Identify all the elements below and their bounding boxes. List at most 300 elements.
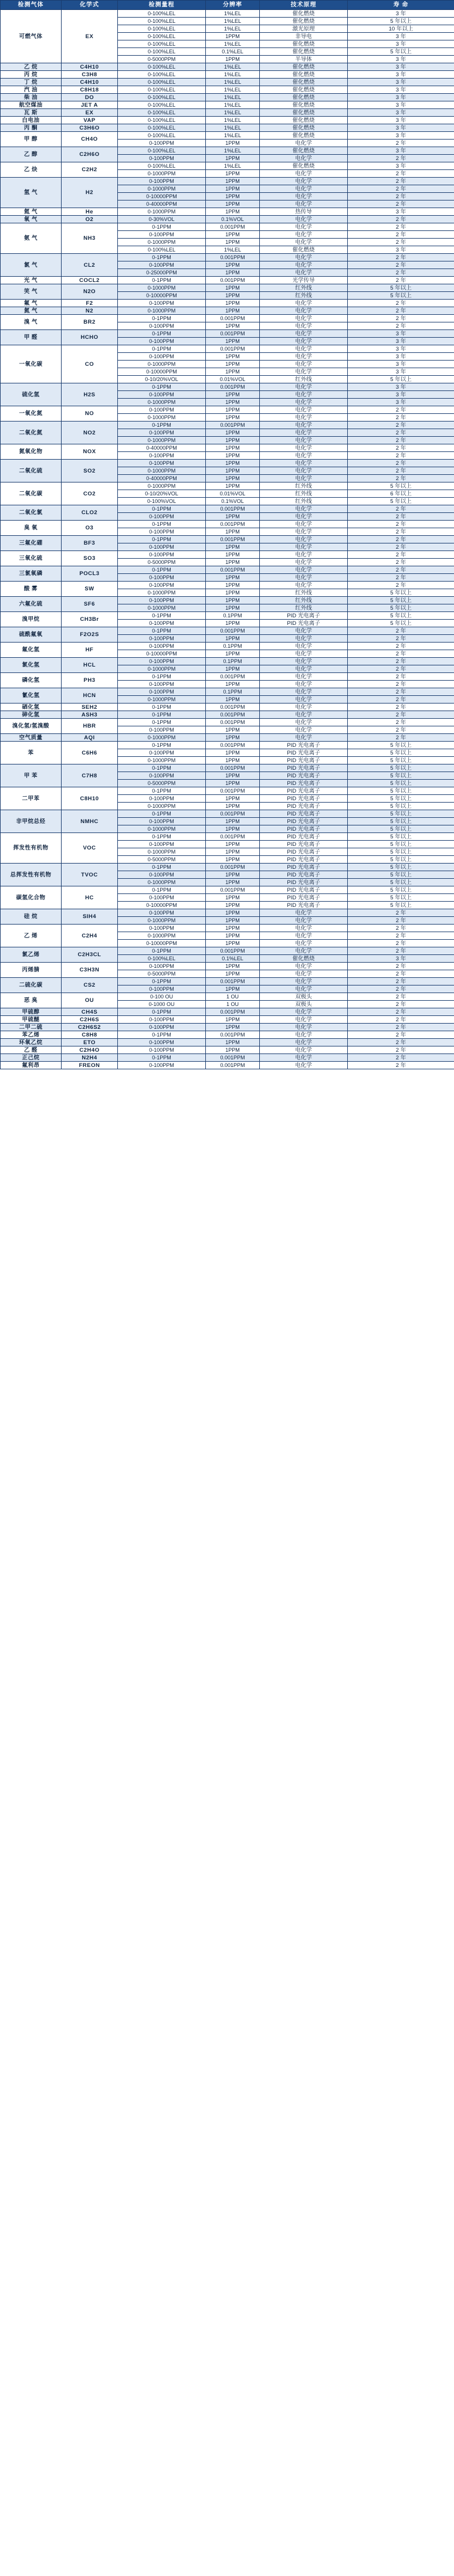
gas-name-cell: 二甲二硫	[1, 1024, 62, 1031]
gas-formula-cell: DO	[62, 94, 118, 101]
detection-range-cell: 0-100PPM	[118, 406, 206, 414]
lifetime-cell: 5 年以上	[348, 757, 454, 764]
table-row	[1, 94, 454, 101]
gas-formula-cell: C8H8	[62, 1031, 118, 1039]
technology-cell: 电化学	[260, 673, 348, 681]
table-row	[1, 734, 454, 742]
lifetime-cell: 5 年以上	[348, 597, 454, 604]
lifetime-cell: 2 年	[348, 254, 454, 261]
table-row	[1, 101, 454, 109]
technology-cell: PID 光电离子	[260, 864, 348, 871]
resolution-cell: 1PPM	[206, 932, 260, 940]
table-row	[1, 764, 454, 772]
gas-formula-cell: SO2	[62, 460, 118, 482]
resolution-cell: 0.1PPM	[206, 688, 260, 696]
detection-range-cell: 0-10000PPM	[118, 940, 206, 947]
lifetime-cell: 3 年	[348, 353, 454, 361]
technology-cell: 电化学	[260, 239, 348, 246]
technology-cell: 电化学	[260, 582, 348, 589]
table-row	[1, 460, 454, 467]
detection-range-cell: 0-100PPM	[118, 429, 206, 437]
lifetime-cell: 3 年	[348, 383, 454, 391]
lifetime-cell: 2 年	[348, 223, 454, 231]
resolution-cell: 1PPM	[206, 155, 260, 162]
gas-formula-cell: ETO	[62, 1039, 118, 1046]
detection-range-cell: 0-100PPM	[118, 391, 206, 399]
lifetime-cell: 5 年以上	[348, 803, 454, 810]
gas-formula-cell: AQI	[62, 734, 118, 742]
lifetime-cell: 5 年以上	[348, 498, 454, 505]
table-row	[1, 833, 454, 841]
detection-range-cell: 0-1PPM	[118, 742, 206, 749]
gas-name-cell: 瓦 斯	[1, 109, 62, 117]
technology-cell: PID 光电离子	[260, 879, 348, 886]
resolution-cell: 1PPM	[206, 361, 260, 368]
detection-range-cell: 0-1PPM	[118, 711, 206, 719]
lifetime-cell: 2 年	[348, 559, 454, 566]
table-row	[1, 627, 454, 635]
lifetime-cell: 5 年以上	[348, 482, 454, 490]
gas-name-cell: 航空煤油	[1, 101, 62, 109]
resolution-cell: 0.001PPM	[206, 711, 260, 719]
table-row	[1, 719, 454, 726]
technology-cell: 催化燃烧	[260, 94, 348, 101]
lifetime-cell: 3 年	[348, 399, 454, 406]
resolution-cell: 1PPM	[206, 970, 260, 978]
detection-range-cell: 0-100PPM	[118, 925, 206, 932]
lifetime-cell: 2 年	[348, 231, 454, 239]
resolution-cell: 1PPM	[206, 841, 260, 848]
technology-cell: 电化学	[260, 505, 348, 513]
lifetime-cell: 2 年	[348, 643, 454, 650]
lifetime-cell: 2 年	[348, 1039, 454, 1046]
gas-formula-cell: POCL3	[62, 566, 118, 582]
detection-range-cell: 0-1PPM	[118, 330, 206, 338]
resolution-cell: 1PPM	[206, 818, 260, 825]
gas-name-cell: 碳氢化合物	[1, 886, 62, 909]
resolution-cell: 1PPM	[206, 307, 260, 315]
resolution-cell: 1PPM	[206, 475, 260, 482]
detection-range-cell: 0-1000PPM	[118, 734, 206, 742]
gas-name-cell: 甲 醇	[1, 132, 62, 147]
gas-formula-cell: BR2	[62, 315, 118, 330]
detection-range-cell: 0-1000PPM	[118, 604, 206, 612]
resolution-cell: 1PPM	[206, 681, 260, 688]
detection-range-cell: 0-1PPM	[118, 810, 206, 818]
technology-cell: 电化学	[260, 368, 348, 376]
resolution-cell: 0.001PPM	[206, 704, 260, 711]
resolution-cell: 0.001PPM	[206, 673, 260, 681]
gas-name-cell: 氮 气	[1, 307, 62, 315]
technology-cell: 催化燃烧	[260, 63, 348, 71]
gas-formula-cell: O2	[62, 216, 118, 223]
table-row	[1, 1031, 454, 1039]
technology-cell: PID 光电离子	[260, 764, 348, 772]
technology-cell: 电化学	[260, 970, 348, 978]
technology-cell: 电化学	[260, 1039, 348, 1046]
technology-cell: 电化学	[260, 406, 348, 414]
technology-cell: 电化学	[260, 170, 348, 178]
gas-formula-cell: CH4O	[62, 132, 118, 147]
gas-name-cell: 二甲苯	[1, 787, 62, 810]
technology-cell: 催化燃烧	[260, 132, 348, 140]
gas-name-cell: 二氧化硫	[1, 460, 62, 482]
lifetime-cell: 5 年以上	[348, 856, 454, 864]
lifetime-cell: 3 年	[348, 33, 454, 40]
detection-range-cell: 0-1000PPM	[118, 803, 206, 810]
detection-range-cell: 0-100PPM	[118, 909, 206, 917]
table-row	[1, 925, 454, 932]
table-row	[1, 963, 454, 970]
resolution-cell: 1PPM	[206, 856, 260, 864]
table-row	[1, 1039, 454, 1046]
technology-cell: 半导体	[260, 56, 348, 63]
gas-formula-cell: VAP	[62, 117, 118, 124]
table-row	[1, 330, 454, 338]
lifetime-cell: 2 年	[348, 673, 454, 681]
technology-cell: 电化学	[260, 185, 348, 193]
table-row	[1, 284, 454, 292]
detection-range-cell: 0-1PPM	[118, 223, 206, 231]
detection-range-cell: 0-100PPM	[118, 353, 206, 361]
resolution-cell: 1%LEL	[206, 63, 260, 71]
lifetime-cell: 5 年以上	[348, 48, 454, 56]
technology-cell: PID 光电离子	[260, 620, 348, 627]
lifetime-cell: 3 年	[348, 109, 454, 117]
gas-name-cell: 笑 气	[1, 284, 62, 300]
resolution-cell: 1PPM	[206, 1024, 260, 1031]
resolution-cell: 1%LEL	[206, 40, 260, 48]
detection-range-cell: 0-1000PPM	[118, 825, 206, 833]
gas-formula-cell: C8H18	[62, 86, 118, 94]
technology-cell: 电化学	[260, 216, 348, 223]
lifetime-cell: 2 年	[348, 635, 454, 643]
table-row	[1, 993, 454, 1001]
resolution-cell: 0.001PPM	[206, 505, 260, 513]
resolution-cell: 0.001PPM	[206, 536, 260, 543]
gas-name-cell: 氟 气	[1, 300, 62, 307]
detection-range-cell: 0-1000PPM	[118, 848, 206, 856]
detection-range-cell: 0-1PPM	[118, 1031, 206, 1039]
gas-name-cell: 硫酰氟氧	[1, 627, 62, 643]
lifetime-cell: 2 年	[348, 940, 454, 947]
table-row	[1, 864, 454, 871]
table-row	[1, 109, 454, 117]
technology-cell: 电化学	[260, 307, 348, 315]
gas-formula-cell: NOX	[62, 444, 118, 460]
detection-range-cell: 0-1000PPM	[118, 437, 206, 444]
gas-name-cell: 丁 烷	[1, 79, 62, 86]
lifetime-cell: 2 年	[348, 170, 454, 178]
lifetime-cell: 2 年	[348, 460, 454, 467]
technology-cell: 电化学	[260, 635, 348, 643]
gas-name-cell: 磷化氢	[1, 673, 62, 688]
lifetime-cell: 3 年	[348, 56, 454, 63]
lifetime-cell: 3 年	[348, 330, 454, 338]
lifetime-cell: 2 年	[348, 505, 454, 513]
detection-range-cell: 0-100%LEL	[118, 132, 206, 140]
detection-range-cell: 0-100PPM	[118, 155, 206, 162]
lifetime-cell: 2 年	[348, 711, 454, 719]
resolution-cell: 0.001PPM	[206, 566, 260, 574]
technology-cell: 电化学	[260, 513, 348, 521]
detection-range-cell: 0-100PPM	[118, 795, 206, 803]
lifetime-cell: 2 年	[348, 970, 454, 978]
detection-range-cell: 0-100PPM	[118, 543, 206, 551]
detection-range-cell: 0-1PPM	[118, 719, 206, 726]
gas-name-cell: 六氟化硫	[1, 597, 62, 612]
technology-cell: 电化学	[260, 269, 348, 277]
table-row	[1, 300, 454, 307]
lifetime-cell: 2 年	[348, 528, 454, 536]
technology-cell: 催化燃烧	[260, 79, 348, 86]
technology-cell: 电化学	[260, 330, 348, 338]
resolution-cell: 1%LEL	[206, 246, 260, 254]
resolution-cell: 1PPM	[206, 917, 260, 925]
resolution-cell: 1PPM	[206, 391, 260, 399]
technology-cell: 催化燃烧	[260, 109, 348, 117]
lifetime-cell: 2 年	[348, 429, 454, 437]
table-row	[1, 711, 454, 719]
technology-cell: PID 光电离子	[260, 749, 348, 757]
gas-formula-cell: CH4S	[62, 1008, 118, 1016]
resolution-cell: 1PPM	[206, 582, 260, 589]
technology-cell: PID 光电离子	[260, 787, 348, 795]
technology-cell: 电化学	[260, 223, 348, 231]
gas-formula-cell: NH3	[62, 223, 118, 254]
detection-range-cell: 0-5000PPM	[118, 856, 206, 864]
gas-formula-cell: SO3	[62, 551, 118, 566]
table-row	[1, 505, 454, 513]
technology-cell: PID 光电离子	[260, 612, 348, 620]
resolution-cell: 0.001PPM	[206, 277, 260, 284]
resolution-cell: 1PPM	[206, 772, 260, 780]
gas-name-cell: 氦 气	[1, 208, 62, 216]
resolution-cell: 1PPM	[206, 902, 260, 909]
table-row	[1, 673, 454, 681]
gas-formula-cell: FREON	[62, 1062, 118, 1069]
lifetime-cell: 2 年	[348, 185, 454, 193]
detection-range-cell: 0-1000 OU	[118, 1001, 206, 1008]
resolution-cell: 1PPM	[206, 604, 260, 612]
gas-formula-cell: CO	[62, 345, 118, 383]
detection-range-cell: 0-1000PPM	[118, 932, 206, 940]
lifetime-cell: 2 年	[348, 315, 454, 322]
detection-range-cell: 0-1000PPM	[118, 482, 206, 490]
lifetime-cell: 3 年	[348, 94, 454, 101]
technology-cell: 非导电	[260, 33, 348, 40]
resolution-cell: 1PPM	[206, 551, 260, 559]
technology-cell: 热传导	[260, 208, 348, 216]
resolution-cell: 1 OU	[206, 993, 260, 1001]
technology-cell: 电化学	[260, 140, 348, 147]
table-row	[1, 162, 454, 170]
gas-formula-cell: ASH3	[62, 711, 118, 719]
gas-name-cell: 汽 油	[1, 86, 62, 94]
resolution-cell: 1PPM	[206, 429, 260, 437]
detection-range-cell: 0-1PPM	[118, 627, 206, 635]
lifetime-cell: 2 年	[348, 239, 454, 246]
lifetime-cell: 5 年以上	[348, 764, 454, 772]
lifetime-cell: 3 年	[348, 208, 454, 216]
detection-range-cell: 0-100%LEL	[118, 162, 206, 170]
technology-cell: 电化学	[260, 1054, 348, 1062]
gas-name-cell: 溴化氢/氢溴酸	[1, 719, 62, 734]
technology-cell: 电化学	[260, 566, 348, 574]
resolution-cell: 1PPM	[206, 871, 260, 879]
detection-range-cell: 0-1PPM	[118, 566, 206, 574]
table-row	[1, 383, 454, 391]
lifetime-cell: 5 年以上	[348, 879, 454, 886]
gas-formula-cell: HCL	[62, 658, 118, 673]
technology-cell: 双极头	[260, 1001, 348, 1008]
resolution-cell: 1PPM	[206, 193, 260, 200]
header-range: 检测量程	[118, 1, 206, 10]
lifetime-cell: 2 年	[348, 300, 454, 307]
resolution-cell: 0.1PPM	[206, 643, 260, 650]
detection-range-cell: 0-1PPM	[118, 536, 206, 543]
lifetime-cell: 2 年	[348, 216, 454, 223]
resolution-cell: 0.001PPM	[206, 833, 260, 841]
technology-cell: PID 光电离子	[260, 803, 348, 810]
detection-range-cell: 0-40000PPM	[118, 444, 206, 452]
resolution-cell: 1PPM	[206, 635, 260, 643]
detection-range-cell: 0-100PPM	[118, 597, 206, 604]
technology-cell: PID 光电离子	[260, 833, 348, 841]
technology-cell: 电化学	[260, 1024, 348, 1031]
gas-name-cell: 氟利昂	[1, 1062, 62, 1069]
gas-formula-cell: CL2	[62, 254, 118, 277]
technology-cell: 电化学	[260, 193, 348, 200]
detection-range-cell: 0-1PPM	[118, 612, 206, 620]
detection-range-cell: 0-100%LEL	[118, 109, 206, 117]
detection-range-cell: 0-100%LEL	[118, 955, 206, 963]
table-row	[1, 10, 454, 18]
lifetime-cell: 3 年	[348, 391, 454, 399]
technology-cell: 电化学	[260, 1031, 348, 1039]
gas-formula-cell: SF6	[62, 597, 118, 612]
gas-formula-cell: HF	[62, 643, 118, 658]
gas-name-cell: 乙 醇	[1, 147, 62, 162]
detection-range-cell: 0-100PPM	[118, 261, 206, 269]
gas-name-cell: 三氟化硼	[1, 536, 62, 551]
lifetime-cell: 5 年以上	[348, 894, 454, 902]
technology-cell: 电化学	[260, 536, 348, 543]
technology-cell: 电化学	[260, 658, 348, 665]
resolution-cell: 1PPM	[206, 406, 260, 414]
detection-range-cell: 0-1000PPM	[118, 589, 206, 597]
resolution-cell: 1PPM	[206, 399, 260, 406]
gas-formula-cell: C3H6O	[62, 124, 118, 132]
detection-range-cell: 0-40000PPM	[118, 200, 206, 208]
resolution-cell: 0.001PPM	[206, 521, 260, 528]
detection-range-cell: 0-100%LEL	[118, 124, 206, 132]
gas-formula-cell: C8H10	[62, 787, 118, 810]
gas-name-cell: 乙 烯	[1, 925, 62, 947]
lifetime-cell: 5 年以上	[348, 818, 454, 825]
technology-cell: 电化学	[260, 422, 348, 429]
lifetime-cell: 2 年	[348, 414, 454, 422]
technology-cell: 催化燃烧	[260, 147, 348, 155]
detection-range-cell: 0-10000PPM	[118, 902, 206, 909]
table-row	[1, 132, 454, 140]
gas-formula-cell: VOC	[62, 833, 118, 864]
lifetime-cell: 2 年	[348, 422, 454, 429]
lifetime-cell: 2 年	[348, 985, 454, 993]
resolution-cell: 1PPM	[206, 894, 260, 902]
gas-formula-cell: O3	[62, 521, 118, 536]
lifetime-cell: 2 年	[348, 993, 454, 1001]
detection-range-cell: 0-10000PPM	[118, 368, 206, 376]
detection-range-cell: 0-100PPM	[118, 178, 206, 185]
resolution-cell: 1PPM	[206, 795, 260, 803]
detection-range-cell: 0-1PPM	[118, 978, 206, 985]
detection-range-cell: 0-100PPM	[118, 871, 206, 879]
detection-range-cell: 0-1000PPM	[118, 696, 206, 704]
technology-cell: 电化学	[260, 528, 348, 536]
gas-formula-cell: C2H3CL	[62, 947, 118, 963]
table-row	[1, 147, 454, 155]
technology-cell: 电化学	[260, 399, 348, 406]
gas-formula-cell: HC	[62, 886, 118, 909]
technology-cell: PID 光电离子	[260, 894, 348, 902]
technology-cell: 电化学	[260, 627, 348, 635]
lifetime-cell: 3 年	[348, 40, 454, 48]
detection-range-cell: 0-100 OU	[118, 993, 206, 1001]
gas-formula-cell: HBR	[62, 719, 118, 734]
gas-name-cell: 三氯氧磷	[1, 566, 62, 582]
detection-range-cell: 0-1000PPM	[118, 239, 206, 246]
technology-cell: PID 光电离子	[260, 856, 348, 864]
table-row	[1, 422, 454, 429]
resolution-cell: 1PPM	[206, 650, 260, 658]
detection-range-cell: 0-100PPM	[118, 1024, 206, 1031]
resolution-cell: 1%LEL	[206, 132, 260, 140]
lifetime-cell: 2 年	[348, 200, 454, 208]
lifetime-cell: 2 年	[348, 513, 454, 521]
technology-cell: PID 光电离子	[260, 810, 348, 818]
lifetime-cell: 2 年	[348, 566, 454, 574]
table-row	[1, 688, 454, 696]
lifetime-cell: 3 年	[348, 101, 454, 109]
gas-name-cell: 砷化氢	[1, 711, 62, 719]
resolution-cell: 1PPM	[206, 665, 260, 673]
technology-cell: 催化燃烧	[260, 124, 348, 132]
detection-range-cell: 0-100%LEL	[118, 94, 206, 101]
resolution-cell: 1PPM	[206, 963, 260, 970]
technology-cell: 电化学	[260, 925, 348, 932]
resolution-cell: 1%LEL	[206, 10, 260, 18]
gas-name-cell: 乙 醛	[1, 1046, 62, 1054]
gas-name-cell: 氟化氢	[1, 643, 62, 658]
technology-cell: 红外线	[260, 292, 348, 300]
resolution-cell: 1PPM	[206, 261, 260, 269]
detection-range-cell: 0-1PPM	[118, 521, 206, 528]
resolution-cell: 1PPM	[206, 178, 260, 185]
gas-name-cell: 氮氧化物	[1, 444, 62, 460]
lifetime-cell: 2 年	[348, 1062, 454, 1069]
resolution-cell: 1PPM	[206, 696, 260, 704]
gas-name-cell: 丙 烷	[1, 71, 62, 79]
resolution-cell: 1PPM	[206, 513, 260, 521]
technology-cell: 催化燃烧	[260, 40, 348, 48]
gas-formula-cell: OU	[62, 993, 118, 1008]
resolution-cell: 0.001PPM	[206, 315, 260, 322]
gas-formula-cell: CO2	[62, 482, 118, 505]
table-row	[1, 1016, 454, 1024]
header-resolution: 分辨率	[206, 1, 260, 10]
lifetime-cell: 3 年	[348, 79, 454, 86]
